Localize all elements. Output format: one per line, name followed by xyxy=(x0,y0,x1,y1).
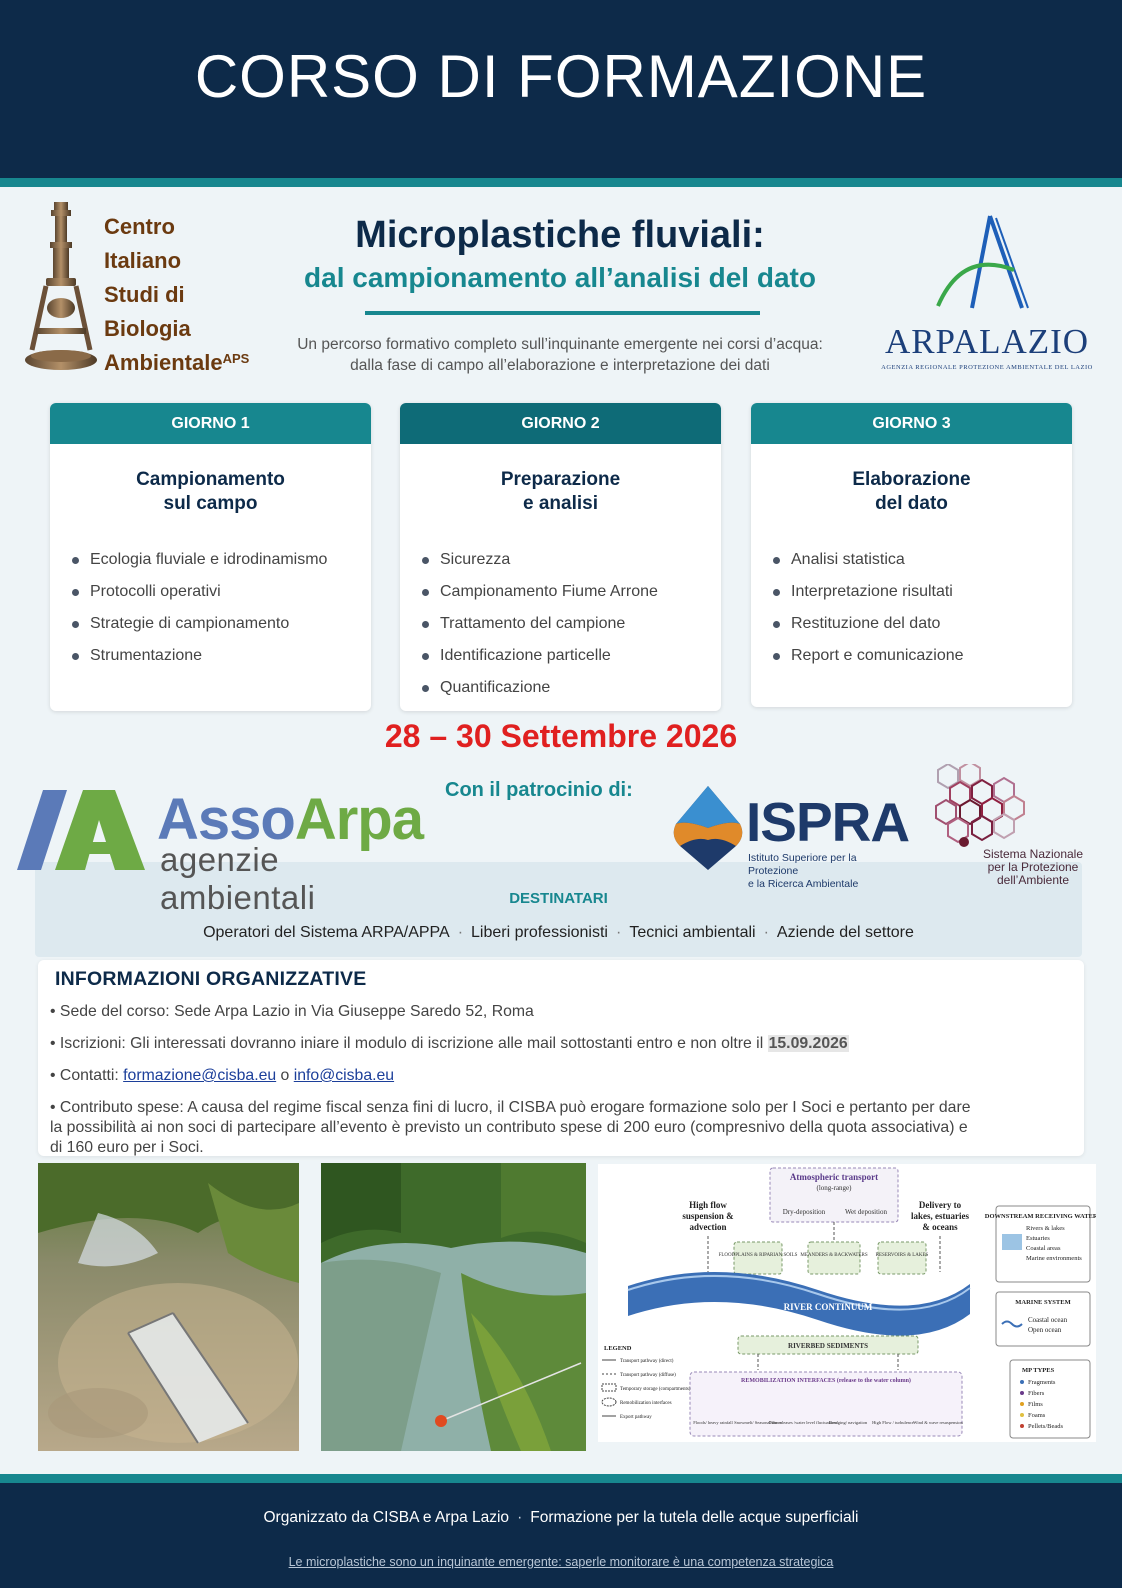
photo-sampling-net xyxy=(38,1163,299,1451)
destinatari-title: DESTINATARI xyxy=(509,890,608,907)
destinatari-list: Operatori del Sistema ARPA/APPA · Liberi professionisti · Tecnici ambientali · Aziende del settore xyxy=(203,924,914,941)
svg-text:LEGEND: LEGEND xyxy=(604,1345,632,1352)
svg-text:RESERVOIRS & LAKES: RESERVOIRS & LAKES xyxy=(875,1253,929,1258)
list-item: Analisi statistica xyxy=(773,544,1072,576)
list-item: Restituzione del dato xyxy=(773,608,1072,640)
svg-text:Delivery to: Delivery to xyxy=(918,1200,962,1210)
info-contributo: • Contributo spese: A causa del regime fiscal senza fini di lucro, il CISBA può erogare formazione solo per I Soci e pertanto per dare la possibilità ai non soci di partecipare all’evento è previsto un contributo spese di 200 euro (compresnivo della quota associativa) e di 160 euro per i Soci. xyxy=(50,1099,971,1156)
hexagon-network-icon xyxy=(928,764,1108,848)
svg-text:Temporary storage (compartment: Temporary storage (compartments) xyxy=(620,1387,691,1392)
list-item: Identificazione particelle xyxy=(422,640,721,672)
svg-text:Wind & wave resuspension: Wind & wave resuspension xyxy=(913,1420,963,1425)
svg-text:suspension &: suspension & xyxy=(682,1211,734,1221)
info-sede: • Sede del corso: Sede Arpa Lazio in Via Giuseppe Saredo 52, Roma xyxy=(50,1003,534,1020)
day-card-3 xyxy=(751,403,1072,707)
svg-text:lakes, estuaries: lakes, estuaries xyxy=(911,1211,969,1221)
day-topics xyxy=(751,544,1072,672)
svg-text:Wet deposition: Wet deposition xyxy=(844,1208,888,1216)
diagram-atmo-title: Atmospheric transport xyxy=(789,1172,879,1182)
svg-text:FLOODPLAINS & RIPARIAN SOILS: FLOODPLAINS & RIPARIAN SOILS xyxy=(718,1253,798,1258)
svg-text:(long-range): (long-range) xyxy=(816,1184,852,1192)
svg-text:Pellets/Beads: Pellets/Beads xyxy=(1028,1423,1064,1430)
list-item: Strumentazione xyxy=(72,640,371,672)
svg-text:MP TYPES: MP TYPES xyxy=(1022,1367,1055,1374)
day-card-2 xyxy=(400,403,721,711)
info-contatti: • Contatti: formazione@cisba.eu o info@cisba.eu xyxy=(50,1067,395,1084)
svg-text:Export pathway: Export pathway xyxy=(620,1415,652,1420)
svg-text:Dry-deposition: Dry-deposition xyxy=(782,1208,826,1216)
svg-text:MARINE SYSTEM: MARINE SYSTEM xyxy=(1015,1299,1071,1306)
footer-note-link[interactable]: Le microplastiche sono un inquinante emergente: saperle monitorare è una competenza strategica xyxy=(288,1555,834,1569)
course-dates: 28 – 30 Settembre 2026 xyxy=(384,718,738,754)
snpa-logo xyxy=(928,764,1108,889)
svg-text:High Flow / turbulence: High Flow / turbulence xyxy=(872,1420,914,1425)
svg-text:Transport pathway (direct): Transport pathway (direct) xyxy=(620,1359,674,1364)
svg-text:Foams: Foams xyxy=(1028,1412,1046,1419)
list-item: Operatori del Sistema ARPA/APPA xyxy=(203,924,450,941)
cisba-name: Centro Italiano Studi di Biologia Ambientale$^{APS}$ xyxy=(104,214,250,375)
list-item: Protocolli operativi xyxy=(72,576,371,608)
list-item: Trattamento del campione xyxy=(422,608,721,640)
footer-stripe xyxy=(0,1474,1122,1483)
diagram-river: RIVER CONTINUUM xyxy=(783,1302,873,1312)
svg-text:Remobilization interfaces: Remobilization interfaces xyxy=(620,1401,672,1406)
svg-text:& oceans: & oceans xyxy=(922,1222,958,1232)
svg-text:Dredging/ navigation: Dredging/ navigation xyxy=(828,1420,868,1425)
day-title: Campionamento sul campo xyxy=(136,469,285,514)
info-iscrizioni: • Iscrizioni: Gli interessati dovranno iniare il modulo di iscrizione alle mail sottostanti entro e non oltre il 15.09.2026 xyxy=(50,1035,848,1052)
day-label: GIORNO 2 xyxy=(400,403,721,444)
svg-text:Rivers & lakes: Rivers & lakes xyxy=(1026,1225,1065,1232)
svg-text:Snowmelt/ Seasonal flows: Snowmelt/ Seasonal flows xyxy=(734,1420,782,1425)
microscope-icon xyxy=(22,200,102,376)
day-topics xyxy=(400,544,721,704)
svg-text:Transport pathway (diffuse): Transport pathway (diffuse) xyxy=(620,1373,676,1378)
list-item: Strategie di campionamento xyxy=(72,608,371,640)
svg-text:Coastal areas: Coastal areas xyxy=(1026,1245,1061,1252)
arpalazio-logo xyxy=(872,212,1102,382)
day-label: GIORNO 3 xyxy=(751,403,1072,444)
info-panel xyxy=(38,960,1084,1156)
day-card-1 xyxy=(50,403,371,711)
header-banner xyxy=(0,0,1122,178)
svg-text:High flow: High flow xyxy=(689,1200,727,1210)
patronage-label: Con il patrocinio di: xyxy=(445,779,633,801)
footer-organizers: Organizzato da CISBA e Arpa Lazio · Formazione per la tutela delle acque superficiali xyxy=(263,1509,859,1526)
svg-text:DOWNSTREAM RECEIVING WATERS: DOWNSTREAM RECEIVING WATERS xyxy=(984,1213,1096,1220)
photo-river-arrone xyxy=(321,1163,586,1451)
list-item: Liberi professionisti xyxy=(471,924,608,941)
list-item: Ecologia fluviale e idrodinamismo xyxy=(72,544,371,576)
list-item: Report e comunicazione xyxy=(773,640,1072,672)
svg-text:Coastal ocean: Coastal ocean xyxy=(1028,1316,1068,1324)
svg-text:Films: Films xyxy=(1028,1401,1043,1408)
arpalazio-subtitle: AGENZIA REGIONALE PROTEZIONE AMBIENTALE DEL LAZIO xyxy=(881,364,1093,371)
svg-text:Estuaries: Estuaries xyxy=(1026,1235,1050,1242)
email-link-info[interactable]: info@cisba.eu xyxy=(293,1067,395,1084)
assoarpa-name: AssoArpa xyxy=(157,787,423,852)
arpalazio-a-icon xyxy=(872,212,1102,322)
microplastics-transport-diagram xyxy=(598,1164,1096,1442)
assoarpa-a-icon xyxy=(15,786,155,876)
email-link-formazione[interactable]: formazione@cisba.eu xyxy=(123,1067,277,1084)
course-title: Microplastiche fluviali: xyxy=(355,214,765,256)
assoarpa-subtitle: agenzie ambientali xyxy=(160,841,316,916)
svg-text:advection: advection xyxy=(689,1222,727,1232)
ispra-logo xyxy=(670,784,910,890)
svg-text:Dam releases /water level fluc: Dam releases /water level fluctuations xyxy=(768,1420,838,1425)
ispra-drop-icon xyxy=(670,784,746,874)
svg-text:MEANDERS & BACKWATERS: MEANDERS & BACKWATERS xyxy=(800,1253,868,1258)
list-item: Sicurezza xyxy=(422,544,721,576)
info-title: INFORMAZIONI ORGANIZZATIVE xyxy=(55,968,367,990)
title-divider xyxy=(365,311,760,315)
svg-text:Marine environments: Marine environments xyxy=(1026,1255,1082,1262)
list-item: Campionamento Fiume Arrone xyxy=(422,576,721,608)
list-item: Interpretazione risultati xyxy=(773,576,1072,608)
svg-text:Fibers: Fibers xyxy=(1028,1390,1045,1397)
header-stripe xyxy=(0,178,1122,187)
deadline-date: 15.09.2026 xyxy=(768,1035,848,1052)
svg-text:Floods/ heavy rainfall: Floods/ heavy rainfall xyxy=(693,1420,733,1425)
ispra-subtitle: Istituto Superiore per la Protezione e la Ricerca Ambientale xyxy=(748,852,859,890)
list-item: Quantificazione xyxy=(422,672,721,704)
day-title: Elaborazione del dato xyxy=(852,469,971,514)
assoarpa-logo xyxy=(15,786,435,916)
day-topics xyxy=(50,544,371,672)
arpalazio-name: ARPALAZIO xyxy=(884,322,1090,361)
day-title: Preparazione e analisi xyxy=(500,469,621,514)
svg-text:Fragments: Fragments xyxy=(1028,1379,1056,1386)
svg-text:RIVERBED SEDIMENTS: RIVERBED SEDIMENTS xyxy=(788,1342,868,1350)
svg-text:REMOBILIZATION INTERFACES (rel: REMOBILIZATION INTERFACES (release to the water column) xyxy=(741,1378,911,1384)
course-description: Un percorso formativo completo sull’inquinante emergente nei corsi d’acqua: dalla fase di campo all’elaborazione e interpretazione dei dati xyxy=(297,336,823,374)
footer xyxy=(0,1483,1122,1588)
list-item: Aziende del settore xyxy=(776,924,914,941)
page-title: CORSO DI FORMAZIONE xyxy=(194,43,928,110)
cisba-logo xyxy=(22,200,272,380)
day-label: GIORNO 1 xyxy=(50,403,371,444)
course-subtitle: dal campionamento all’analisi del dato xyxy=(304,262,816,293)
snpa-name: Sistema Nazionale per la Protezione dell’Ambiente xyxy=(982,847,1084,887)
svg-text:Open ocean: Open ocean xyxy=(1028,1326,1062,1334)
list-item: Tecnici ambientali xyxy=(629,924,756,941)
ispra-name: ISPRA xyxy=(746,791,910,853)
